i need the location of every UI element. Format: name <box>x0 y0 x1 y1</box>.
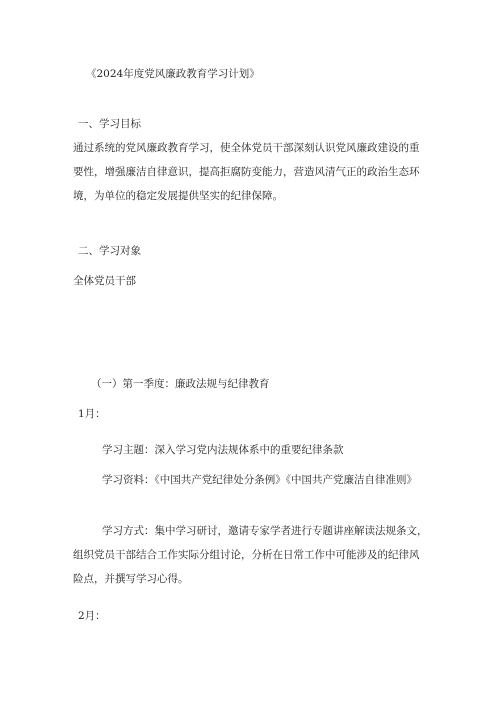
section-body-audience: 全体党员干部 <box>73 275 136 287</box>
month-label-january: 1月： <box>78 408 106 420</box>
study-topic: 学习主题：深入学习党内法规体系中的重要纪律条款 <box>102 444 344 456</box>
document-title: 《2024年度党风廉政教育学习计划》 <box>86 68 260 80</box>
study-materials: 学习资料：《中国共产党纪律处分条例》《中国共产党廉洁自律准则》 <box>102 474 417 486</box>
month-label-february: 2月： <box>78 610 106 622</box>
study-method: 学习方式：集中学习研讨，邀请专家学者进行专题讲座解读法规条文，组织党员干部结合工作实际分组讨论，分析在日常工作中可能涉及的纪律风险点，并撰写学习心得。 <box>73 525 428 585</box>
section-heading-goals: 一、学习目标 <box>78 118 141 130</box>
quarter-heading: （一）第一季度：廉政法规与纪律教育 <box>91 378 270 390</box>
section-heading-audience: 二、学习对象 <box>78 245 141 257</box>
section-body-goals: 通过系统的党风廉政教育学习，使全体党员干部深刻认识党风廉政建设的重要性，增强廉洁自律意识，提高拒腐防变能力，营造风清气正的政治生态环境，为单位的稳定发展提供坚实的纪律保障。 <box>73 142 420 202</box>
